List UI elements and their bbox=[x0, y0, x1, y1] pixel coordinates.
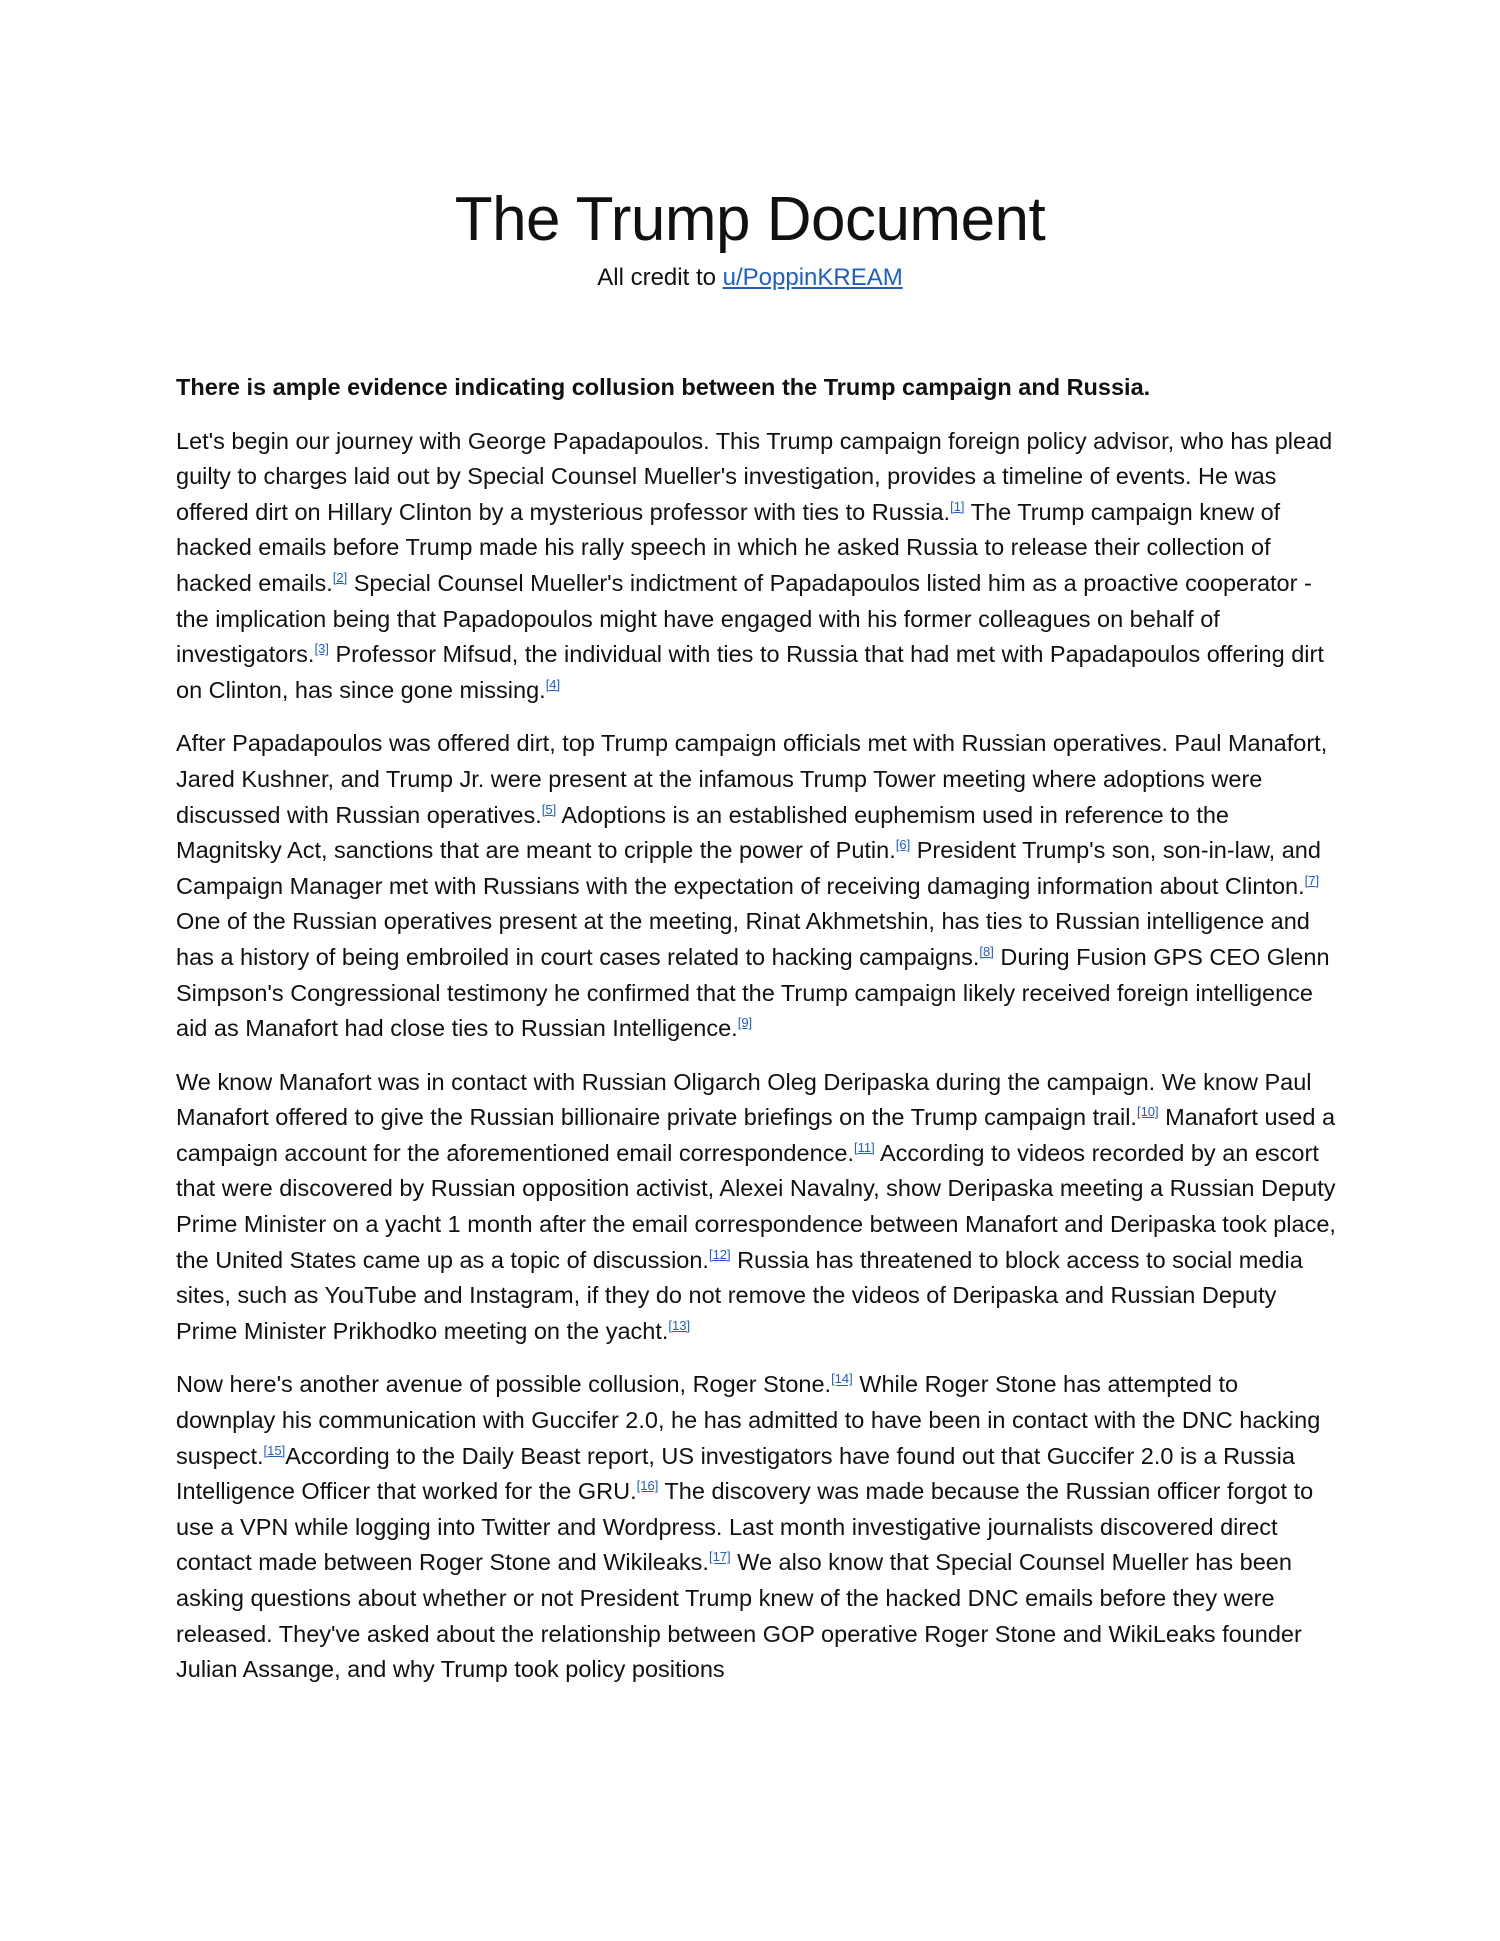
paragraph-text: President Trump's son, son-in-law, and Campaign Manager met with Russians with the expectation of receiving damaging information about Clinton. bbox=[176, 837, 1321, 899]
lead-statement: There is ample evidence indicating collusion between the Trump campaign and Russia. bbox=[176, 374, 1151, 400]
footnote-ref-9[interactable]: [9] bbox=[737, 1015, 753, 1031]
footnote-ref-2[interactable]: [2] bbox=[332, 570, 348, 586]
footnote-ref-14[interactable]: [14] bbox=[831, 1371, 853, 1387]
credit-prefix: All credit to bbox=[597, 264, 723, 291]
credit-line bbox=[0, 262, 1500, 294]
credit-author-link[interactable]: u/PoppinKREAM bbox=[722, 264, 903, 291]
paragraph-trump-tower bbox=[176, 726, 1336, 1046]
footnote-ref-8[interactable]: [8] bbox=[979, 944, 994, 960]
paragraph-text: While Roger Stone has attempted to downplay his communication with Guccifer 2.0, he has admitted to have been in contact with the DNC hacking suspect. bbox=[176, 1371, 1321, 1469]
footnote-ref-3[interactable]: [3] bbox=[314, 641, 329, 657]
document-title: The Trump Document bbox=[454, 185, 1046, 254]
paragraph-text: Manafort used a campaign account for the aforementioned email correspondence. bbox=[176, 1104, 1336, 1166]
paragraph-text: According to videos recorded by an escort that were discovered by Russian opposition activist, Alexei Navalny, show Deripaska meeting a Russian Deputy Prime Minister on a yacht 1 month after the email correspondence between Manafort and Deripaska took place, the United States came up as a topic of discussion. bbox=[176, 1139, 1336, 1273]
footnote-ref-11[interactable]: [11] bbox=[854, 1140, 875, 1156]
footnote-ref-5[interactable]: [5] bbox=[541, 801, 557, 817]
paragraph-text: Let's begin our journey with George Papadapoulos. This Trump campaign foreign policy advisor, who has plead guilty to charges laid out by Special Counsel Mueller's investigation, provides a timeline of events. He was offered dirt on Hillary Clinton by a mysterious professor with ties to Russia. bbox=[176, 427, 1333, 525]
footnote-ref-13[interactable]: [13] bbox=[668, 1318, 691, 1334]
paragraph-text: One of the Russian operatives present at the meeting, Rinat Akhmetshin, has ties to Russian intelligence and has a history of being embroiled in court cases related to hacking campaigns. bbox=[176, 908, 1310, 970]
paragraph-text: After Papadapoulos was offered dirt, top Trump campaign officials met with Russian operatives. Paul Manafort, Jared Kushner, and Trump Jr. were present at the infamous Trump Tower meeting where adoptions were discussed with Russian operatives. bbox=[176, 730, 1328, 828]
paragraph-text: We know Manafort was in contact with Russian Oligarch Oleg Deripaska during the campaign. We know Paul Manafort offered to give the Russian billionaire private briefings on the Trump campaign trail. bbox=[176, 1068, 1312, 1131]
footnote-ref-4[interactable]: [4] bbox=[545, 676, 561, 692]
paragraph-text: Professor Mifsud, the individual with ties to Russia that had met with Papadapoulos offering dirt on Clinton, has since gone missing. bbox=[176, 641, 1324, 703]
paragraph-manafort-deripaska bbox=[176, 1065, 1336, 1350]
footnote-ref-7[interactable]: [7] bbox=[1304, 872, 1320, 888]
footnote-ref-17[interactable]: [17] bbox=[708, 1549, 731, 1565]
paragraph-text: Special Counsel Mueller's indictment of Papadapoulos listed him as a proactive cooperator - the implication being that Papadopoulos might have engaged with his former colleagues on behalf of investigators. bbox=[176, 569, 1312, 668]
paragraph-text: According to the Daily Beast report, US investigators have found out that Guccifer 2.0 is a Russia Intelligence Officer that worked for the GRU. bbox=[176, 1442, 1295, 1505]
paragraph-text: Russia has threatened to block access to social media sites, such as YouTube and Instagram, if they do not remove the videos of Deripaska and Russian Deputy Prime Minister Prikhodko meeting on the yacht. bbox=[176, 1246, 1303, 1344]
paragraph-text: The Trump campaign knew of hacked emails before Trump made his rally speech in which he asked Russia to release their collection of hacked emails. bbox=[176, 498, 1281, 596]
footnote-ref-1[interactable]: [1] bbox=[950, 498, 965, 514]
footnote-ref-12[interactable]: [12] bbox=[708, 1246, 731, 1262]
paragraph-roger-stone bbox=[176, 1367, 1336, 1687]
paragraph-text: Now here's another avenue of possible collusion, Roger Stone. bbox=[176, 1371, 832, 1398]
paragraph-text: Adoptions is an established euphemism used in reference to the Magnitsky Act, sanctions that are meant to cripple the power of Putin. bbox=[176, 801, 1229, 864]
document-body bbox=[176, 370, 1336, 1706]
footnote-ref-15[interactable]: [15] bbox=[263, 1442, 286, 1458]
footnote-ref-6[interactable]: [6] bbox=[895, 837, 911, 853]
paragraph-text: During Fusion GPS CEO Glenn Simpson's Congressional testimony he confirmed that the Trump campaign likely received foreign intelligence aid as Manafort had close ties to Russian Intelligence. bbox=[176, 943, 1330, 1042]
footnote-ref-16[interactable]: [16] bbox=[636, 1478, 659, 1494]
paragraph-text: The discovery was made because the Russian officer forgot to use a VPN while logging into Twitter and Wordpress. Last month investigative journalists discovered direct contact made between Roger Stone and Wikileaks. bbox=[176, 1478, 1314, 1576]
paragraph-papadapoulos bbox=[176, 424, 1336, 709]
footnote-ref-10[interactable]: [10] bbox=[1136, 1104, 1159, 1120]
paragraph-text: We also know that Special Counsel Mueller has been asking questions about whether or not President Trump knew of the hacked DNC emails before they were released. They've asked about the relationship between GOP operative Roger Stone and WikiLeaks founder Julian Assange, and why Trump took policy positions bbox=[176, 1549, 1302, 1683]
